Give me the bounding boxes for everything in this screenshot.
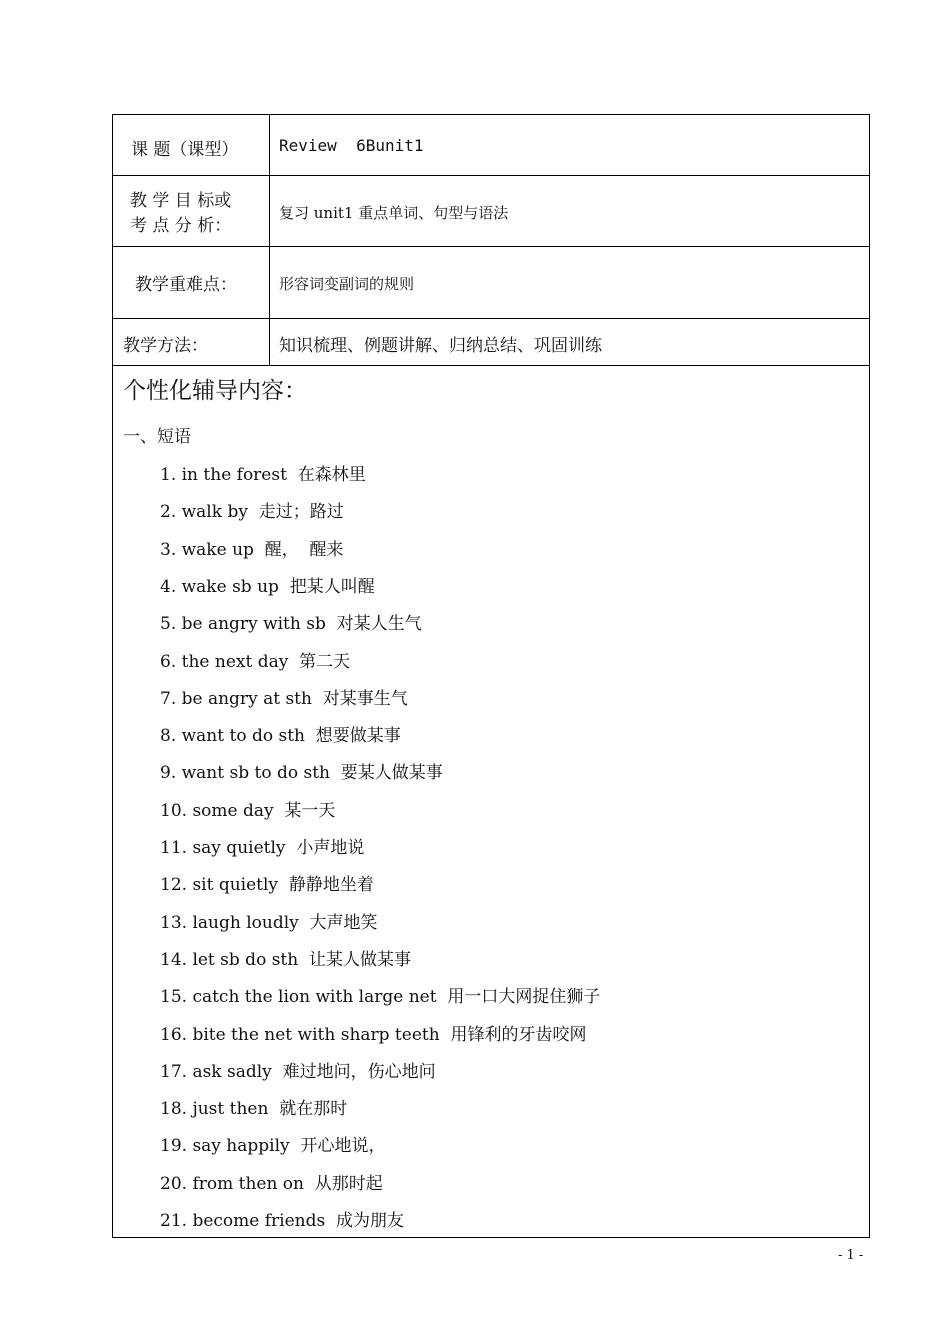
phrase-item: 13. laugh loudly 大声地笑	[160, 912, 378, 933]
objective-label-cell	[113, 175, 270, 246]
tutoring-content	[113, 366, 869, 1237]
phrase-item: 11. say quietly 小声地说	[160, 838, 365, 858]
phrase-item: 1. in the forest 在森林里	[160, 465, 366, 485]
phrase-item: 19. say happily 开心地说，	[160, 1136, 386, 1157]
phrase-item: 15. catch the lion with large net 用一口大网捉住狮子	[160, 987, 601, 1008]
method-row	[113, 318, 869, 366]
phrase-item: 10. some day 某一天	[160, 800, 336, 821]
topic-label-cell	[113, 115, 270, 175]
phrase-item: 14. let sb do sth 让某人做某事	[160, 949, 412, 970]
difficulty-value: 形容词变副词的规则	[279, 275, 415, 293]
method-label: 教学方法：	[123, 336, 208, 356]
phrase-item: 16. bite the net with sharp teeth 用锋利的牙齿咬网	[160, 1024, 587, 1045]
objective-row	[113, 175, 869, 247]
section-title: 一、短语	[123, 427, 191, 447]
phrase-item: 18. just then 就在那时	[160, 1099, 348, 1120]
phrase-item: 7. be angry at sth 对某事生气	[160, 688, 408, 709]
method-value: 知识梳理、例题讲解、归纳总结、巩固训练	[279, 336, 602, 356]
topic-label: 课 题（课型）	[131, 140, 239, 160]
phrase-item: 8. want to do sth 想要做某事	[160, 726, 401, 747]
lesson-plan-table	[112, 114, 870, 1238]
phrase-item: 4. wake sb up 把某人叫醒	[160, 576, 375, 597]
phrase-item: 2. walk by 走过；路过	[160, 502, 344, 523]
objective-label-line-1: 教 学 目 标或	[130, 191, 232, 211]
difficulty-label: 教学重难点：	[135, 275, 237, 295]
phrase-item: 9. want sb to do sth 要某人做某事	[160, 763, 443, 784]
topic-value: Review 6Bunit1	[279, 136, 424, 155]
phrase-item: 21. become friends 成为朋友	[160, 1211, 405, 1231]
objective-value: 复习 unit1 重点单词、句型与语法	[279, 204, 509, 222]
difficulty-value-cell	[270, 246, 869, 318]
phrase-item: 5. be angry with sb 对某人生气	[160, 614, 422, 635]
method-value-cell	[270, 318, 869, 365]
objective-value-cell	[270, 175, 869, 246]
phrase-item: 12. sit quietly 静静地坐着	[160, 875, 374, 896]
phrase-item: 17. ask sadly 难过地问，伤心地问	[160, 1061, 436, 1082]
content-heading: 个性化辅导内容：	[123, 378, 307, 404]
topic-value-cell	[270, 115, 869, 175]
phrase-item: 20. from then on 从那时起	[160, 1173, 383, 1194]
topic-row	[113, 115, 869, 176]
phrase-item: 3. wake up 醒， 醒来	[160, 539, 344, 560]
phrase-item: 6. the next day 第二天	[160, 651, 351, 672]
page-number: - 1 -	[838, 1248, 864, 1263]
difficulty-label-cell	[113, 246, 270, 318]
objective-label-line-2: 考 点 分 析：	[130, 216, 232, 236]
method-label-cell	[113, 318, 270, 365]
difficulty-row	[113, 246, 869, 319]
